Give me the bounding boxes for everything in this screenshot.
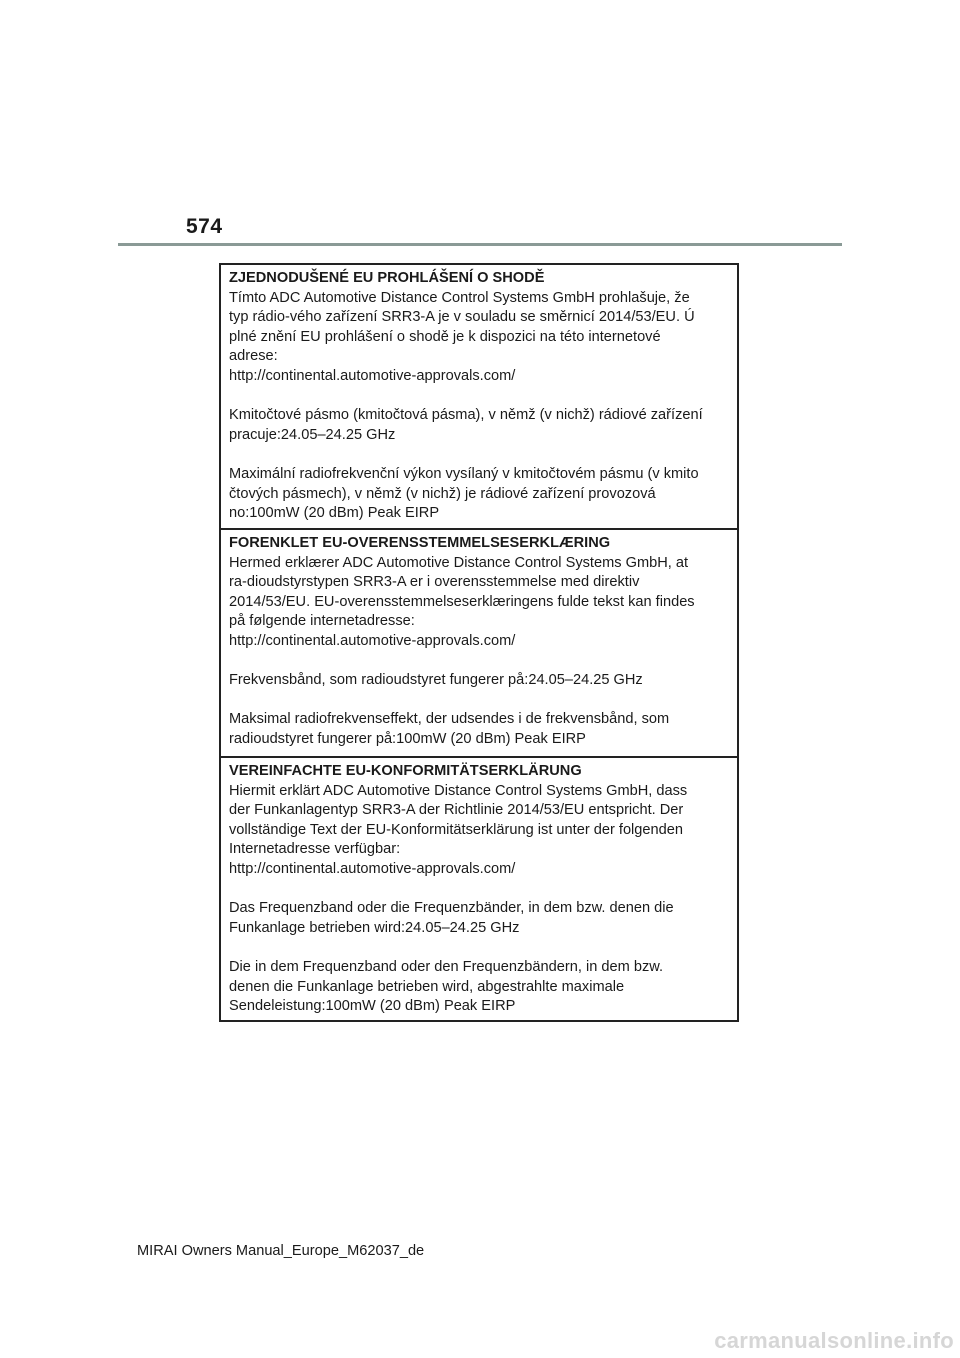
intro-line: Tímto ADC Automotive Distance Control Systems GmbH prohlašuje, že — [229, 289, 690, 306]
intro-line: Internetadresse verfügbar: — [229, 841, 401, 858]
section-title: ZJEDNODUŠENÉ EU PROHLÁŠENÍ O SHODĚ — [229, 270, 545, 286]
frequency-line: pracuje:24.05–24.25 GHz — [229, 426, 396, 443]
intro-line: på følgende internetadresse: — [229, 613, 415, 630]
header-divider — [118, 243, 842, 246]
spacer — [229, 880, 729, 900]
power-line: čtových pásmech), v němž (v nichž) je rádiové zařízení provozová — [229, 485, 656, 502]
spacer — [229, 691, 729, 711]
spacer — [229, 938, 729, 958]
power-line: Maximální radiofrekvenční výkon vysílaný v kmitočtovém pásmu (v kmito — [229, 465, 699, 482]
intro-line: der Funkanlagentyp SRR3-A der Richtlinie 2014/53/EU entspricht. Der — [229, 802, 684, 819]
declaration-box-danish — [219, 528, 739, 756]
intro-line: plné znění EU prohlášení o shodě je k dispozici na této internetové — [229, 328, 661, 345]
intro-line: ra-dioudstyrstypen SRR3-A er i overensstemmelse med direktiv — [229, 574, 640, 591]
section-title: VEREINFACHTE EU-KONFORMITÄTSERKLÄRUNG — [229, 763, 582, 779]
power-line: no:100mW (20 dBm) Peak EIRP — [229, 505, 440, 522]
power-line: Maksimal radiofrekvenseffekt, der udsendes i de frekvensbånd, som — [229, 711, 670, 728]
power-line: Die in dem Frequenzband oder den Frequenzbändern, in dem bzw. — [229, 958, 664, 975]
page-number: 574 — [186, 215, 223, 238]
frequency-line: Kmitočtové pásmo (kmitočtová pásma), v němž (v nichž) rádiové zařízení — [229, 407, 703, 424]
approval-url: http://continental.automotive-approvals.com/ — [229, 860, 516, 877]
intro-line: adrese: — [229, 348, 278, 365]
spacer — [229, 652, 729, 672]
frequency-line: Frekvensbånd, som radioudstyret fungerer på:24.05–24.25 GHz — [229, 672, 643, 689]
declaration-box-german — [219, 756, 739, 1022]
frequency-line: Funkanlage betrieben wird:24.05–24.25 GHz — [229, 919, 520, 936]
spacer — [229, 445, 729, 465]
declaration-box-czech — [219, 263, 739, 528]
frequency-line: Das Frequenzband oder die Frequenzbänder, in dem bzw. denen die — [229, 900, 674, 917]
intro-line: Hiermit erklärt ADC Automotive Distance Control Systems GmbH, dass — [229, 782, 688, 799]
intro-line: vollständige Text der EU-Konformitätserklärung ist unter der folgenden — [229, 821, 684, 838]
approval-url: http://continental.automotive-approvals.com/ — [229, 367, 516, 384]
approval-url: http://continental.automotive-approvals.com/ — [229, 632, 516, 649]
spacer — [229, 387, 729, 407]
intro-line: typ rádio-vého zařízení SRR3-A je v souladu se směrnicí 2014/53/EU. Ú — [229, 309, 695, 326]
power-line: Sendeleistung:100mW (20 dBm) Peak EIRP — [229, 998, 516, 1015]
section-title: FORENKLET EU-OVERENSSTEMMELSESERKLÆRING — [229, 535, 611, 551]
intro-line: 2014/53/EU. EU-overensstemmelseserklæringens fulde tekst kan findes — [229, 593, 695, 610]
intro-line: Hermed erklærer ADC Automotive Distance Control Systems GmbH, at — [229, 554, 689, 571]
watermark: carmanualsonline.info — [714, 1328, 954, 1353]
power-line: denen die Funkanlage betrieben wird, abgestrahlte maximale — [229, 978, 625, 995]
footer-manual-id: MIRAI Owners Manual_Europe_M62037_de — [137, 1243, 425, 1259]
power-line: radioudstyret fungerer på:100mW (20 dBm) Peak EIRP — [229, 730, 586, 747]
